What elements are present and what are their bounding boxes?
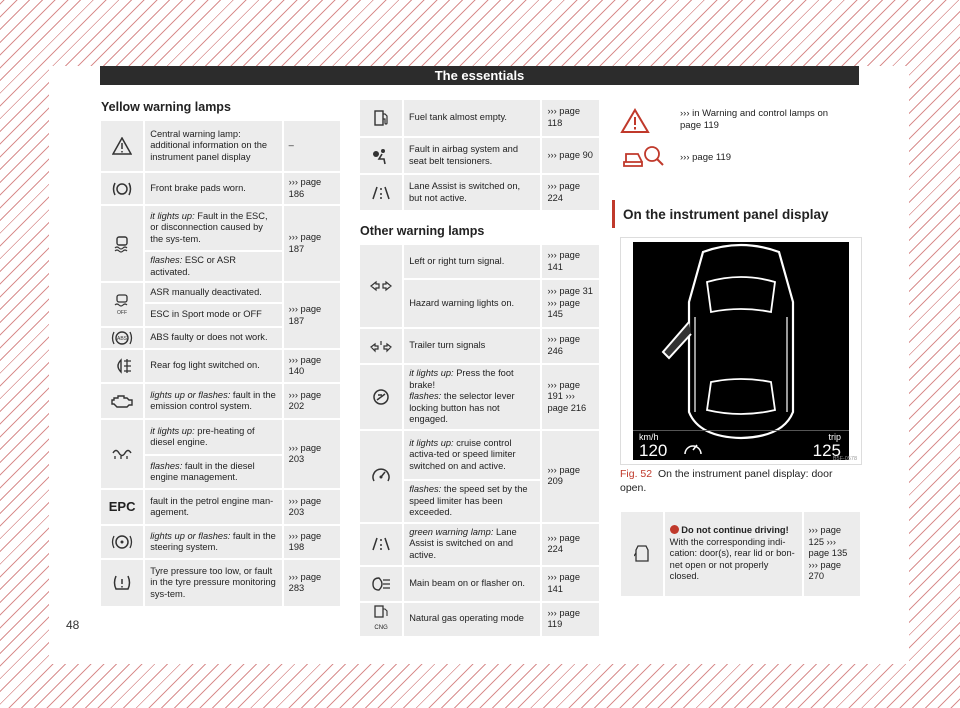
row-text: Lane Assist is switched on, but not active. [403,174,541,211]
row-text: fault in the petrol engine man-agement. [144,489,282,525]
row-page-ref: ››› page 246 [541,328,600,364]
table-row [359,566,600,602]
row-page-ref: ››› page 187 [283,282,341,349]
tyre-pressure-icon [100,559,144,607]
row-page-ref: ››› page 141 [541,244,600,279]
table-row [100,172,341,205]
trip-label: trip [828,432,841,442]
reference-note [600,98,860,178]
door-open-table [619,510,862,598]
table-row [100,205,341,251]
figure-caption [620,468,860,495]
table-row [359,244,600,279]
abs-icon [100,327,144,349]
row-page-ref: ››› page 203 [283,489,341,525]
row-text: Left or right turn signal. [403,244,541,279]
table-row [100,489,341,525]
lane-assist-icon [359,174,403,211]
steering-icon [100,525,144,559]
airbag-icon [359,137,403,174]
row-text: Tyre pressure too low, or fault in the tyre pressure monitoring sys-tem. [144,559,282,607]
table-row [359,523,600,566]
row-page-ref: ››› page 125 ››› page 135 ››› page 270 [803,511,861,597]
row-text: lights up or flashes: fault in the steering system. [144,525,282,559]
row-page-ref: ››› page 203 [283,419,341,489]
row-text: Fuel tank almost empty. [403,99,541,137]
epc-icon [100,489,144,525]
cruise-control-icon [359,430,403,523]
table-row [359,174,600,211]
table-row [359,99,600,137]
row-page-ref: ››› page 118 [541,99,600,137]
figure-code: B5F-0578 [832,456,857,462]
row-text: it lights up: pre-heating of diesel engine. [144,419,282,455]
yellow-lamps-table [99,119,342,608]
manual-reference-icon [622,144,666,170]
speedometer-icon [683,438,703,456]
yellow-lamps-title: Yellow warning lamps [101,100,231,114]
table-row [100,120,341,172]
table-row [359,364,600,430]
foot-brake-icon [359,364,403,430]
row-text: flashes: ESC or ASR activated. [144,251,282,282]
row-text: green warning lamp: Lane Assist is switched on and active. [403,523,541,566]
row-page-ref: ››› page 90 [541,137,600,174]
row-page-ref: ››› page 198 [283,525,341,559]
svg-text:ABS: ABS [117,336,128,343]
row-text: ESC in Sport mode or OFF [144,303,282,327]
table-row [100,559,341,607]
cng-label: CNG [374,625,388,632]
figure-52 [620,237,862,465]
page-number: 48 [66,618,80,632]
trailer-turn-icon [359,328,403,364]
caption-text: On the instrument panel display: door open. [620,468,833,494]
table-row [100,349,341,383]
row-text: Fault in airbag system and seat belt tensioners. [403,137,541,174]
car-door-icon [620,511,664,597]
car-door-open-illustration [633,242,849,460]
svg-text:OFF: OFF [117,309,128,316]
row-text [664,511,803,597]
row-page-ref: ››› page 224 [541,523,600,566]
stop-title: Do not continue driving! [681,524,789,535]
engine-icon [100,383,144,419]
warning-triangle-icon [620,108,650,134]
brake-pads-icon [100,172,144,205]
esc-off-icon [100,282,144,327]
table-row [100,419,341,455]
row-page-ref: ››› page 140 [283,349,341,383]
warning-triangle-icon [100,120,144,172]
table-row [100,525,341,559]
table-row [620,511,861,597]
rear-fog-light-icon [100,349,144,383]
stop-text: With the corresponding indi-cation: door(s), rear lid or bon-net open or not properly closed. [669,536,795,582]
row-text: Rear fog light switched on. [144,349,282,383]
page-header: The essentials [100,66,859,85]
row-page-ref: ››› page 119 [541,602,600,637]
row-text: Hazard warning lights on. [403,279,541,328]
main-beam-icon [359,566,403,602]
note-page-ref: ››› page 119 [680,152,732,163]
table-row [100,282,341,303]
row-text: it lights up: Fault in the ESC, or disconnection caused by the sys-tem. [144,205,282,251]
row-text: it lights up: cruise control activa-ted or speed limiter switched on and active. [403,430,541,480]
row-page-ref: ››› page 186 [283,172,341,205]
row-text: Main beam on or flasher on. [403,566,541,602]
row-text: it lights up: Press the foot brake! flashes: the selector lever locking button has not engaged. [403,364,541,430]
other-lamps-title: Other warning lamps [360,224,485,238]
row-text: Trailer turn signals [403,328,541,364]
table-row [359,602,600,637]
row-page-ref: ››› page 209 [541,430,600,523]
table-row [359,328,600,364]
row-text: flashes: the speed set by the speed limiter has been exceeded. [403,480,541,523]
other-lamps-table [358,243,601,638]
row-page-ref: ››› page 202 [283,383,341,419]
section-marker [612,200,615,228]
instrument-screen [633,242,849,460]
row-page-ref: ››› page 191 ››› page 216 [541,364,600,430]
esc-icon [100,205,144,282]
row-page-ref: – [283,120,341,172]
row-text: Front brake pads worn. [144,172,282,205]
row-page-ref: ››› page 224 [541,174,600,211]
row-page-ref: ››› page 31 ››› page 145 [541,279,600,328]
row-page-ref: ››› page 283 [283,559,341,607]
row-text: ABS faulty or does not work. [144,327,282,349]
row-text: ASR manually deactivated. [144,282,282,303]
stop-icon [670,525,679,534]
row-text: Natural gas operating mode [403,602,541,637]
epc-label: EPC [108,499,136,515]
table-row [359,430,600,480]
glow-plug-icon [100,419,144,489]
table-row [100,383,341,419]
yellow-lamps-table-cont [358,98,601,212]
caption-label: Fig. 52 [620,468,653,480]
row-text: Central warning lamp: additional information on the instrument panel display [144,120,282,172]
row-page-ref: ››› page 141 [541,566,600,602]
table-row [359,137,600,174]
row-text: lights up or flashes: fault in the emission control system. [144,383,282,419]
row-text: flashes: fault in the diesel engine management. [144,455,282,489]
speed-unit: km/h [639,432,659,442]
fuel-icon [359,99,403,137]
note-warning-ref: ››› in Warning and control lamps on page 119 [680,108,829,132]
lane-assist-green-icon [359,523,403,566]
speed-value: 120 [639,441,668,460]
cng-icon [359,602,403,637]
turn-signal-icon [359,244,403,328]
trip-value: 125 [812,441,841,460]
instrument-display-title: On the instrument panel display [623,207,829,222]
row-page-ref: ››› page 187 [283,205,341,282]
